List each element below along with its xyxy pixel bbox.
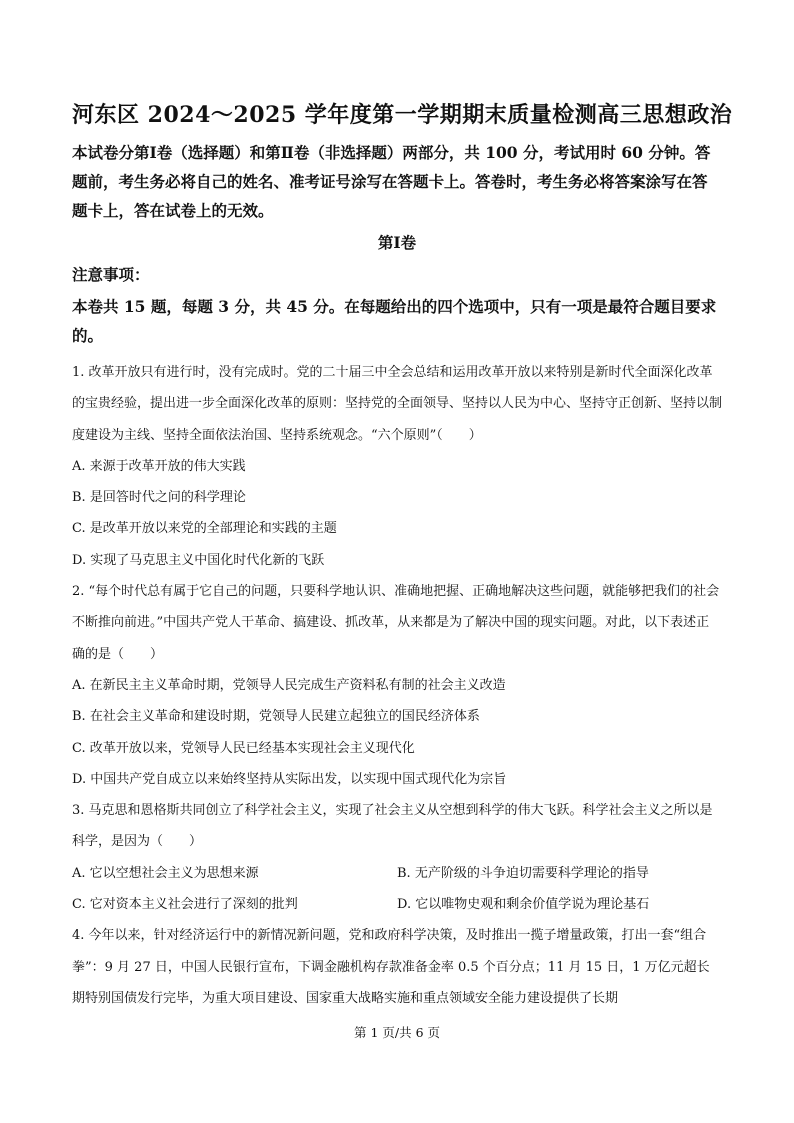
question-stem: 4. 今年以来，针对经济运行中的新情况新问题，党和政府科学决策，及时推出一揽子增量政策，打出一套“组合拳”：9 月 27 日，中国人民银行宣布，下调金融机构存款准备金率 0.5 个百分点；11 月 15 日，1 万亿元超长期特别国债发行完毕，为重大项目建设、国家重大战略实施和重点领域安全能力建设提供了长期 <box>72 928 710 1006</box>
question-option: C. 是改革开放以来党的全部理论和实践的主题 <box>72 521 337 537</box>
question-option: C. 它对资本主义社会进行了深刻的批判 <box>72 897 298 913</box>
question-option: A. 在新民主主义革命时期，党领导人民完成生产资料私有制的社会主义改造 <box>72 677 506 693</box>
notes-heading: 注意事项： <box>72 265 150 284</box>
notes-text: 本卷共 15 题，每题 3 分，共 45 分。在每题给出的四个选项中，只有一项是最符合题目要求的。 <box>72 297 717 345</box>
section-title: 第Ⅰ卷 <box>377 233 417 252</box>
question-stem: 3. 马克思和恩格斯共同创立了科学社会主义，实现了社会主义从空想到科学的伟大飞跃。科学社会主义之所以是科学，是因为（ ） <box>72 803 713 850</box>
question-stem: 2. “每个时代总有属于它自己的问题，只要科学地认识、准确地把握、正确地解决这些问题，就能够把我们的社会不断推向前进。”中国共产党人干革命、搞建设、抓改革，从来都是为了解决中国的现实问题。对此，以下表述正确的是（ ） <box>72 584 720 662</box>
question-option: D. 它以唯物史观和剩余价值学说为理论基石 <box>397 897 650 913</box>
question-option: B. 在社会主义革命和建设时期，党领导人民建立起独立的国民经济体系 <box>72 709 480 725</box>
exam-title: 河东区 2024～2025 学年度第一学期期末质量检测高三思想政治 <box>72 102 733 128</box>
questions <box>72 357 722 1014</box>
question-option: A. 来源于改革开放的伟大实践 <box>72 458 246 474</box>
question-option: D. 中国共产党自成立以来始终坚持从实际出发，以实现中国式现代化为宗旨 <box>72 771 507 787</box>
question-option: C. 改革开放以来，党领导人民已经基本实现社会主义现代化 <box>72 740 415 756</box>
question-option: D. 实现了马克思主义中国化时代化新的飞跃 <box>72 552 325 568</box>
option-row <box>72 889 722 920</box>
question-option: B. 无产阶级的斗争迫切需要科学理论的指导 <box>397 865 649 881</box>
exam-instructions: 本试卷分第Ⅰ卷（选择题）和第Ⅱ卷（非选择题）两部分，共 100 分，考试用时 60 分钟。答题前，考生务必将自己的姓名、准考证号涂写在答题卡上。答卷时，考生务必将答案涂写在答题卡上，答在试卷上的无效。 <box>72 143 711 220</box>
option-row <box>72 858 722 889</box>
question-option: B. 是回答时代之问的科学理论 <box>72 490 246 506</box>
page-footer: 第 1 页/共 6 页 <box>353 1025 440 1040</box>
question-stem: 1. 改革开放只有进行时，没有完成时。党的二十届三中全会总结和运用改革开放以来特别是新时代全面深化改革的宝贵经验，提出进一步全面深化改革的原则：坚持党的全面领导、坚持以人民为中心、坚持守正创新、坚持以制度建设为主线、坚持全面依法治国、坚持系统观念。“六个原则”（ ） <box>72 365 723 443</box>
question-option: A. 它以空想社会主义为思想来源 <box>72 865 259 881</box>
